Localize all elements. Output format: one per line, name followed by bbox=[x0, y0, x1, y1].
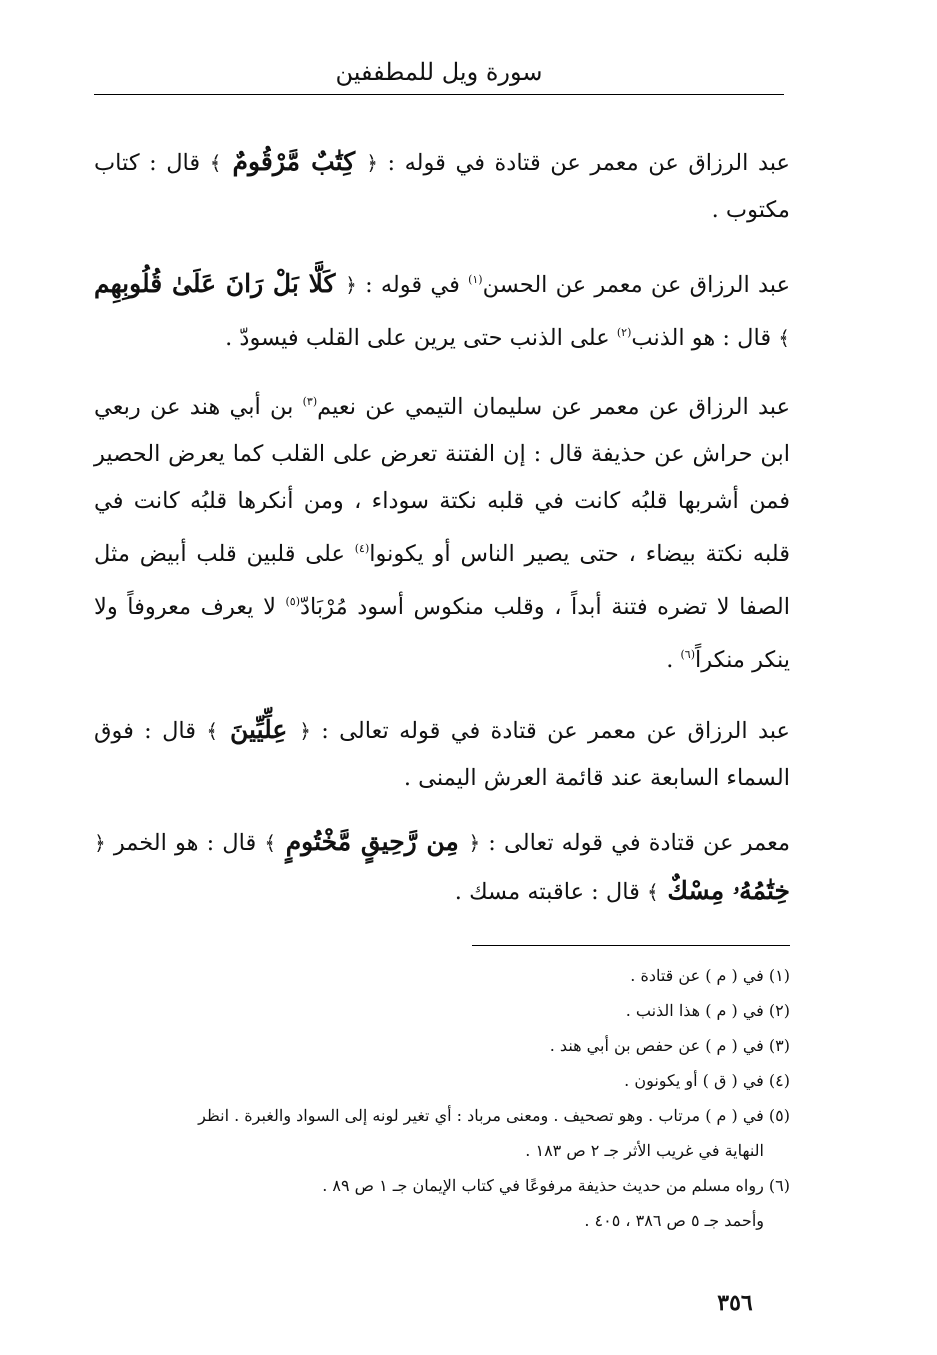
paragraph-5 bbox=[94, 818, 790, 916]
ornate-bracket-close: ﴾ bbox=[209, 151, 222, 175]
paragraph-3 bbox=[94, 378, 790, 684]
paragraph-text: عبد الرزاق عن معمر عن الحسن bbox=[482, 272, 790, 298]
footnote-ref: (٦) bbox=[680, 648, 696, 661]
quran-verse: خِتَٰمُهُۥ مِسْكٌ bbox=[658, 876, 790, 905]
ornate-bracket-close: ﴾ bbox=[778, 326, 790, 350]
footnote-3 bbox=[94, 1028, 790, 1063]
footnote-ref: (٥) bbox=[285, 595, 301, 608]
footnote-text: (٢) في ( م ) هذا الذنب . bbox=[625, 1001, 790, 1020]
footnote-text: (٣) في ( م ) عن حفص بن أبي هند . bbox=[549, 1036, 790, 1055]
paragraph-text: قال : هو الخمر bbox=[105, 830, 265, 856]
footnote-text: (٥) في ( م ) مرتاب . وهو تصحيف . ومعنى مرباد : أي تغير لونه إلى السواد والغبرة . انظر bbox=[198, 1106, 790, 1125]
header-title: سورة ويل للمطففين bbox=[335, 58, 543, 86]
paragraph-2 bbox=[94, 256, 790, 362]
quran-verse: كَلَّا بَلْ رَانَ عَلَىٰ قُلُوبِهِم bbox=[94, 269, 346, 298]
quran-verse: كِتَٰبٌ مَّرْقُومٌ bbox=[221, 147, 367, 176]
ornate-bracket-open: ﴿ bbox=[94, 831, 106, 855]
footnote-continuation: وأحمد جـ ٥ ص ٣٨٦ ، ٤٠٥ . bbox=[584, 1211, 764, 1230]
ornate-bracket-close: ﴾ bbox=[264, 831, 277, 855]
footnote-1 bbox=[94, 958, 790, 993]
ornate-bracket-open: ﴿ bbox=[345, 273, 357, 297]
ornate-bracket-close: ﴾ bbox=[647, 880, 659, 904]
footnote-separator bbox=[472, 945, 790, 946]
paragraph-text: . bbox=[666, 647, 681, 673]
footnote-2 bbox=[94, 993, 790, 1028]
footnote-text: (٦) رواه مسلم من حديث حذيفة مرفوعًا في كتاب الإيمان جـ ١ ص ٨٩ . bbox=[322, 1176, 790, 1195]
paragraph-text: قال : فوق السماء السابعة عند قائمة العرش اليمنى . bbox=[94, 718, 790, 791]
footnote-ref: (١) bbox=[468, 273, 483, 286]
paragraph-text: لا يعرف معروفاً ولا ينكر منكراً bbox=[94, 594, 790, 673]
footnote-6 bbox=[94, 1168, 790, 1238]
ornate-bracket-open: ﴿ bbox=[468, 831, 481, 855]
footnote-text: (٤) في ( ق ) أو يكونون . bbox=[624, 1071, 790, 1090]
paragraph-text: قال : عاقبته مسك . bbox=[454, 879, 647, 905]
ornate-bracket-close: ﴾ bbox=[206, 719, 219, 743]
quran-verse: عِلِّيِّينَ bbox=[218, 715, 300, 744]
paragraph-text: على قلبين قلب أبيض مثل الصفا لا تضره فتنة أبداً ، وقلب منكوس أسود مُرْبَادّ bbox=[94, 541, 790, 620]
paragraph-text: عبد الرزاق عن معمر عن سليمان التيمي عن نعيم bbox=[317, 394, 790, 420]
paragraph-text: معمر عن قتادة في قوله تعالى : bbox=[480, 830, 790, 856]
paragraph-1 bbox=[94, 138, 790, 234]
footnote-4 bbox=[94, 1063, 790, 1098]
page-number: ٣٥٦ bbox=[717, 1290, 753, 1316]
paragraph-text: بن أبي هند عن ربعي ابن حراش عن حذيفة قال : إن الفتنة تعرض على القلب كما يعرض الحصير فمن أشربها قلبُه كانت في قلبه نكتة سوداء ، ومن أنكرها قلبُه كانت في قلبه نكتة بيضاء ، حتى يصير الناس أو يكونوا bbox=[94, 394, 790, 567]
paragraph-4 bbox=[94, 706, 790, 802]
paragraph-text: قال : هو الذنب bbox=[631, 325, 779, 351]
footnote-text: (١) في ( م ) عن قتادة . bbox=[630, 966, 790, 985]
running-header bbox=[94, 50, 784, 95]
footnote-5 bbox=[94, 1098, 790, 1168]
paragraph-text: على الذنب حتى يرين على القلب فيسودّ . bbox=[225, 325, 617, 351]
paragraph-text: قال : كتاب مكتوب . bbox=[94, 150, 790, 223]
main-text bbox=[94, 138, 790, 938]
paragraph-text: في قوله : bbox=[356, 272, 469, 298]
footnotes bbox=[94, 945, 790, 1238]
footnote-ref: (٤) bbox=[354, 542, 370, 555]
ornate-bracket-open: ﴿ bbox=[299, 719, 311, 743]
paragraph-text: عبد الرزاق عن معمر عن قتادة في قوله : bbox=[377, 150, 790, 176]
footnote-ref: (٢) bbox=[616, 326, 632, 339]
paragraph-text: عبد الرزاق عن معمر عن قتادة في قوله تعالى : bbox=[310, 718, 790, 744]
footnote-continuation: النهاية في غريب الأثر جـ ٢ ص ١٨٣ . bbox=[525, 1141, 764, 1160]
quran-verse: مِن رَّحِيقٍ مَّخْتُومٍ bbox=[276, 827, 469, 856]
footnote-ref: (٣) bbox=[302, 395, 318, 408]
ornate-bracket-open: ﴿ bbox=[366, 151, 378, 175]
